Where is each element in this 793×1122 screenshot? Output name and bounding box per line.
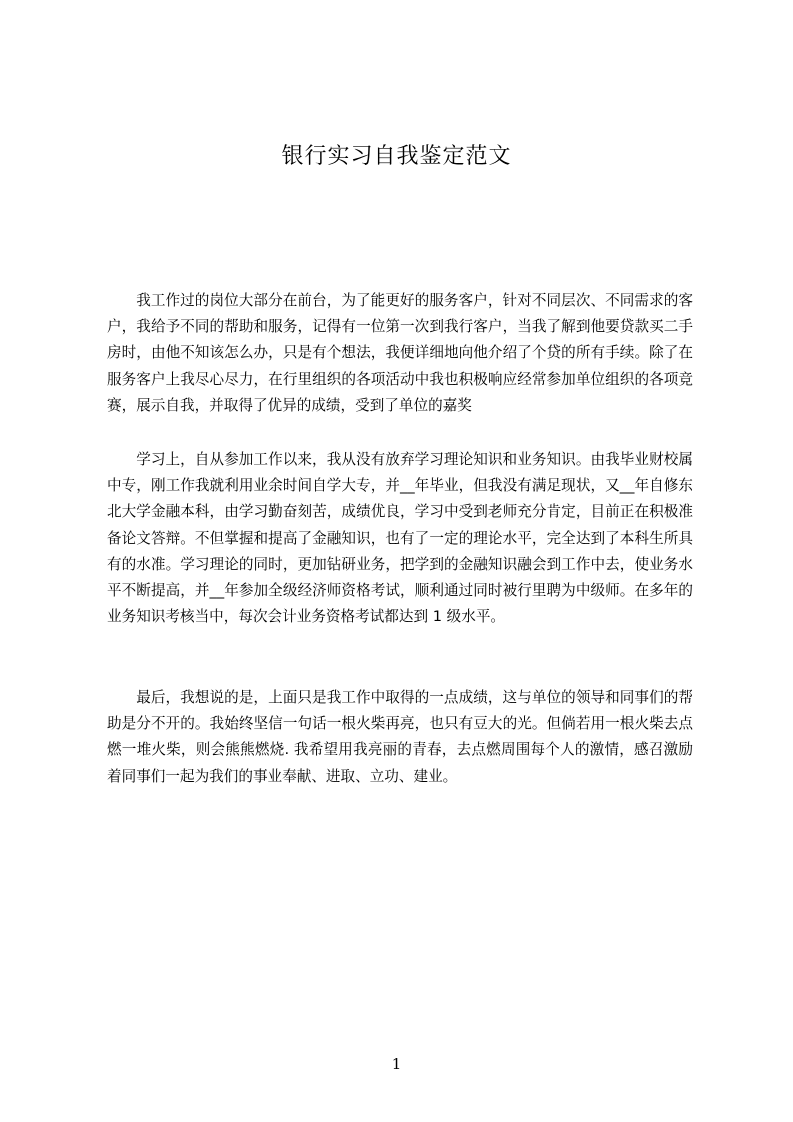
paragraph-conclusion: 最后，我想说的是，上面只是我工作中取得的一点成绩，这与单位的领导和同事们的帮助是分不开的。我始终坚信一句话一根火柴再亮，也只有豆大的光。但倘若用一根火柴去点燃一堆火柴，则会熊熊燃烧. 我希望用我亮丽的青春，去点燃周围每个人的激情，感召激励着同事们一起为我们的事业奉献、进取、立功、建业。	[107, 689, 693, 785]
page-number: 1	[391, 1055, 402, 1073]
paragraph-work-service: 我工作过的岗位大部分在前台，为了能更好的服务客户，针对不同层次、不同需求的客户，我给予不同的帮助和服务，记得有一位第一次到我行客户，当我了解到他要贷款买二手房时，由他不知该怎么办，只是有个想法，我便详细地向他介绍了个贷的所有手续。除了在服务客户上我尽心尽力，在行里组织的各项活动中我也积极响应经常参加单位组织的各项竞赛，展示自我，并取得了优异的成绩，受到了单位的嘉奖	[107, 292, 693, 414]
document-title: 银行实习自我鉴定范文	[281, 144, 512, 169]
paragraph-study: 学习上，自从参加工作以来，我从没有放弃学习理论知识和业务知识。由我毕业财校属中专，刚工作我就利用业余时间自学大专，并__年毕业，但我没有满足现状，又__年自修东北大学金融本科，由学习勤奋刻苦，成绩优良，学习中受到老师充分肯定，目前正在积极准备论文答辩。不但掌握和提高了金融知识，也有了一定的理论水平，完全达到了本科生所具有的水准。学习理论的同时，更加钻研业务，把学到的金融知识融会到工作中去，使业务水平不断提高，并__年参加全级经济师资格考试，顺利通过同时被行里聘为中级师。在多年的业务知识考核当中，每次会计业务资格考试都达到 1 级水平。	[107, 451, 693, 626]
